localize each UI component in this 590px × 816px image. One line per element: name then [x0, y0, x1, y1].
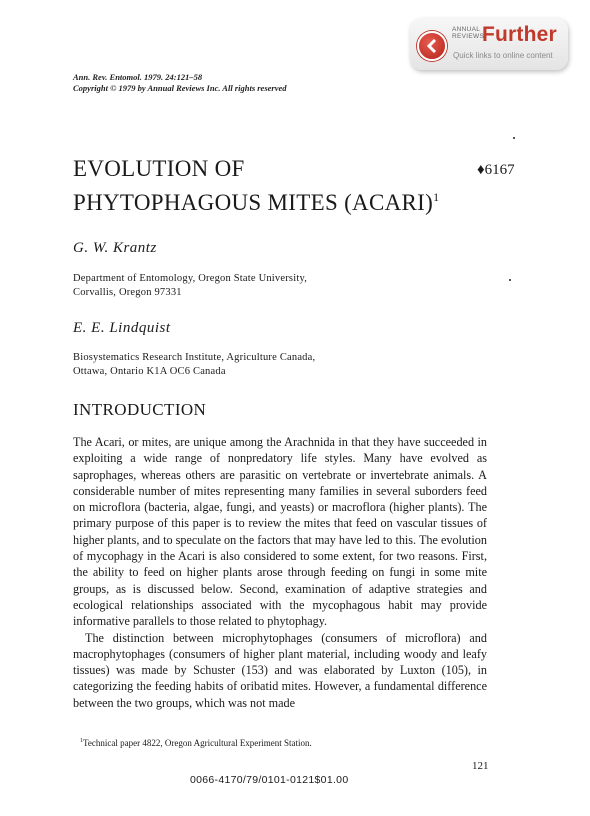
copyright-line: Copyright © 1979 by Annual Reviews Inc. All rights reserved: [73, 83, 287, 93]
page-number: 121: [472, 760, 489, 772]
annual-reviews-further-link[interactable]: [410, 18, 568, 70]
article-code: 0066-4170/79/0101-0121$01.00: [190, 774, 349, 786]
body-text: [73, 434, 487, 711]
author-name: G. W. Krantz: [73, 240, 157, 256]
title-line-1: EVOLUTION OF: [73, 156, 245, 181]
article-title: [73, 154, 439, 217]
annual-reviews-logo-text: ANNUAL REVIEWS: [452, 26, 485, 40]
paragraph: The distinction between microphytophages (consumers of microflora) and macrophytophages (consumers of higher plant material, including woody and leafy tissues) was made by Schuster (153) and was elaborated by Luxton (105), in categorizing the feeding habits of oribatid mites. However, a fundamental difference between the two groups, which was not made: [73, 630, 487, 710]
journal-citation: Ann. Rev. Entomol. 1979. 24:121–58: [73, 72, 203, 82]
further-wordmark: Further: [482, 23, 557, 46]
further-subtitle: Quick links to online content: [453, 51, 553, 60]
scan-speck: [513, 137, 515, 139]
title-line-2: PHYTOPHAGOUS MITES (ACARI)$^1$: [73, 190, 440, 215]
section-heading: INTRODUCTION: [73, 400, 207, 419]
title-footnote-mark: 1: [433, 190, 440, 204]
author-affiliation: Biosystematics Research Institute, Agriculture Canada, Ottawa, Ontario K1A OC6 Canada: [73, 352, 316, 377]
author-affiliation: Department of Entomology, Oregon State University, Corvallis, Oregon 97331: [73, 273, 308, 298]
arrow-circle-icon: [417, 31, 447, 61]
footnote-mark: 1: [80, 738, 83, 744]
journal-header: [73, 72, 287, 94]
paragraph: The Acari, or mites, are unique among the Arachnida in that they have succeeded in exploiting a wide range of nonpredatory life styles. Many have evolved as saprophages, whereas others are parasitic on vertebrate or invertebrate animals. A considerable number of mites representing many families in several suborders feed on microflora (bacteria, algae, fungi, and yeasts) or macroflora (higher plants). The primary purpose of this paper is to review the mites that feed on vascular tissues of higher plants, and to speculate on the factors that may have led to this. The evolution of mycophagy in the Acari is also considered to some extent, for two reasons. First, the ability to feed on higher plants arose through feeding on fungi in some mite groups, as is discussed below. Second, examination of adaptive strategies and ecological relationships associated with the mycophagous habit may provide informative parallels to those related to phytophagy.: [73, 435, 487, 629]
author-name: E. E. Lindquist: [73, 320, 171, 336]
article-number: ♦6167: [477, 162, 515, 178]
footnote: $^1$Technical paper 4822, Oregon Agricultural Experiment Station.: [80, 738, 312, 748]
scan-speck: [509, 279, 511, 281]
